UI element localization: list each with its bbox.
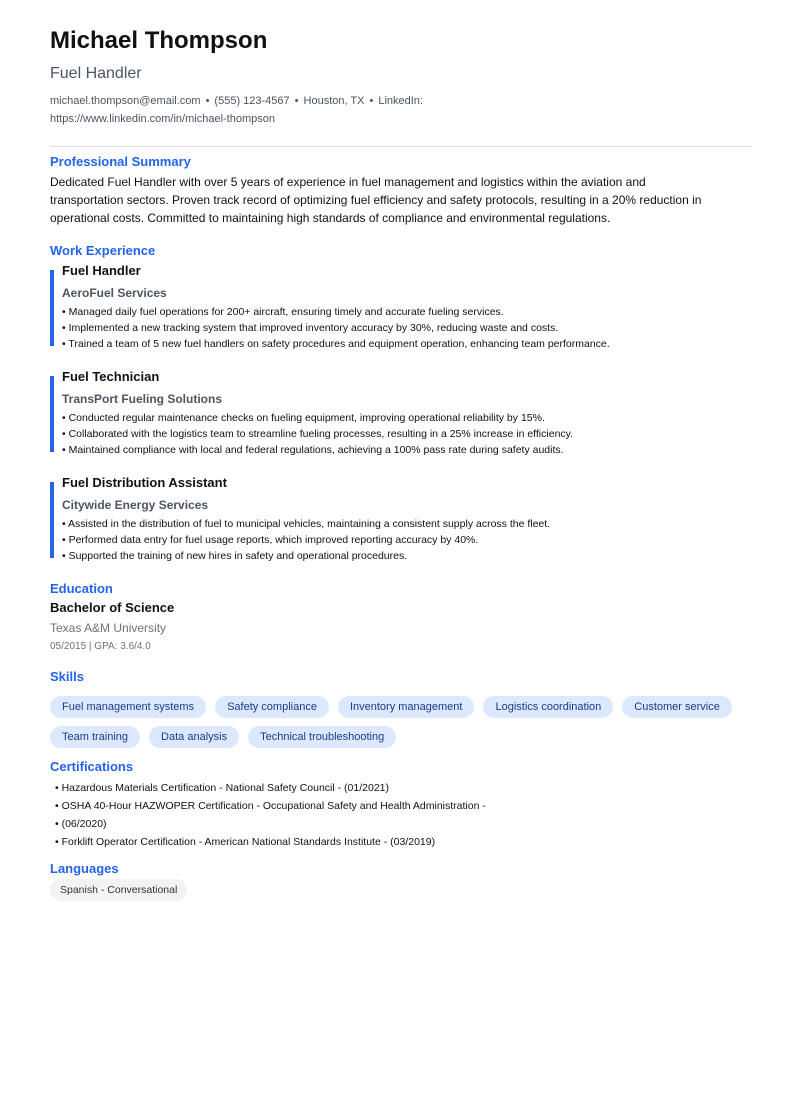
education-meta: 05/2015 | GPA: 3.6/4.0 (50, 641, 151, 652)
language-chip: Spanish - Conversational (50, 879, 187, 901)
candidate-role: Fuel Handler (50, 65, 142, 82)
job-bullet: • Conducted regular maintenance checks on fueling equipment, improving operational reliability by 15%. (62, 412, 545, 424)
degree: Bachelor of Science (50, 600, 175, 615)
certifications-list (55, 779, 486, 851)
skills-list (50, 696, 752, 748)
skills-heading: Skills (50, 669, 84, 684)
job-bullets (62, 304, 610, 352)
skill-chip: Technical troubleshooting (248, 726, 396, 748)
skill-chip: Logistics coordination (483, 696, 613, 718)
job-title: Fuel Technician (62, 369, 160, 384)
job-entry (50, 263, 752, 350)
job-accent-bar (50, 482, 54, 558)
job-bullet: • Collaborated with the logistics team to streamline fueling processes, resulting in a 25% increase in efficiency. (62, 428, 574, 440)
job-bullets (62, 516, 550, 564)
job-company: AeroFuel Services (62, 286, 167, 300)
skill-chip: Team training (50, 726, 140, 748)
job-bullet: • Managed daily fuel operations for 200+ aircraft, ensuring timely and accurate fueling services. (62, 306, 504, 318)
linkedin-link[interactable]: https://www.linkedin.com/in/michael-thompson (50, 113, 275, 125)
email-link[interactable]: michael.thompson@email.com (50, 95, 201, 107)
candidate-name: Michael Thompson (50, 27, 268, 54)
job-entry (50, 369, 752, 456)
linkedin-label: LinkedIn: (378, 95, 423, 107)
experience-heading: Work Experience (50, 243, 156, 258)
contact-separator: • (205, 95, 210, 107)
summary-text: Dedicated Fuel Handler with over 5 years of experience in fuel management and logistics within the aviation and transportation sectors. Proven track record of optimizing fuel efficiency and safety protocols, resulting in a 20% reduction in operational costs. Committed to maintaining high standards of compliance and environmental regulations. (50, 175, 702, 225)
job-bullet: • Performed data entry for fuel usage reports, which improved reporting accuracy by 40%. (62, 534, 479, 546)
job-company: TransPort Fueling Solutions (62, 392, 223, 406)
job-bullet: • Trained a team of 5 new fuel handlers on safety procedures and equipment operation, enhancing team performance. (62, 338, 610, 350)
school-name: Texas A&M University (50, 621, 167, 635)
job-title: Fuel Handler (62, 263, 141, 278)
summary-heading: Professional Summary (50, 154, 191, 169)
skill-chip: Data analysis (149, 726, 239, 748)
job-accent-bar (50, 376, 54, 452)
header-divider (50, 146, 751, 147)
languages-heading: Languages (50, 861, 119, 876)
skill-chip: Fuel management systems (50, 696, 206, 718)
contact-separator: • (294, 95, 299, 107)
certification-item: • (06/2020) (55, 818, 107, 830)
certifications-heading: Certifications (50, 759, 134, 774)
job-title: Fuel Distribution Assistant (62, 475, 227, 490)
certification-item: • OSHA 40-Hour HAZWOPER Certification - Occupational Safety and Health Administration - (55, 800, 486, 812)
job-bullet: • Implemented a new tracking system that improved inventory accuracy by 30%, reducing waste and costs. (62, 322, 559, 334)
skill-chip: Inventory management (338, 696, 475, 718)
job-bullet: • Maintained compliance with local and federal regulations, achieving a 100% pass rate during safety audits. (62, 444, 564, 456)
contact-info (50, 92, 430, 128)
contact-separator: • (369, 95, 374, 107)
education-heading: Education (50, 581, 113, 596)
certification-item: • Hazardous Materials Certification - National Safety Council - (01/2021) (55, 782, 389, 794)
location: Houston, TX (303, 95, 365, 107)
job-bullets (62, 410, 573, 458)
job-company: Citywide Energy Services (62, 498, 209, 512)
job-bullet: • Assisted in the distribution of fuel to municipal vehicles, maintaining a consistent supply across the fleet. (62, 518, 551, 530)
job-bullet: • Supported the training of new hires in safety and operational procedures. (62, 550, 408, 562)
skill-chip: Safety compliance (215, 696, 329, 718)
phone-number: (555) 123-4567 (214, 95, 290, 107)
certification-item: • Forklift Operator Certification - American National Standards Institute - (03/2019) (55, 836, 436, 848)
job-entry (50, 475, 752, 562)
skill-chip: Customer service (622, 696, 732, 718)
job-accent-bar (50, 270, 54, 346)
